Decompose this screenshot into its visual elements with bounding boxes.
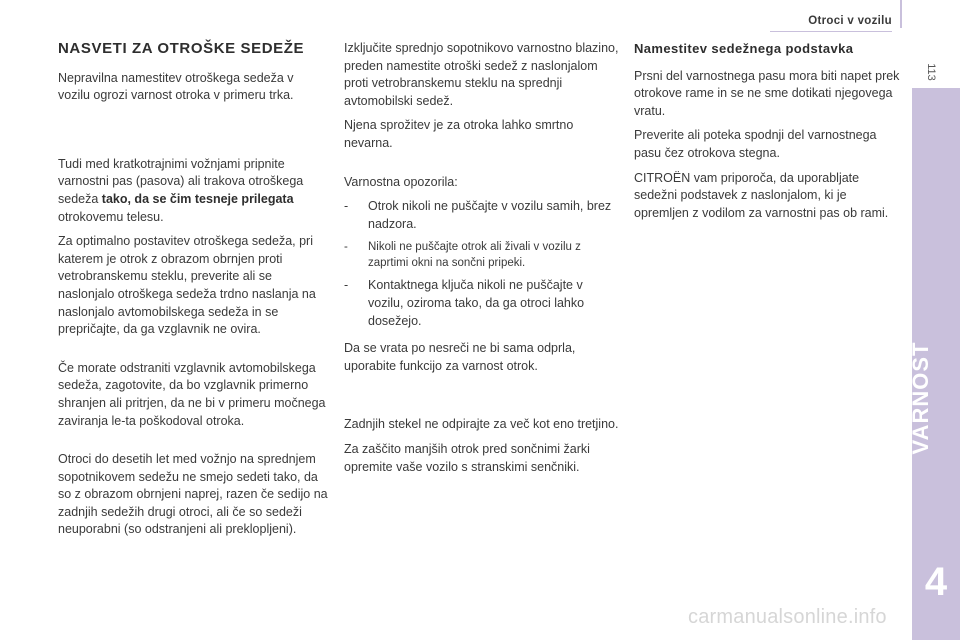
paragraph: Za optimalno postavitev otroškega sedeža, pri katerem je otrok z obrazom obrnjen proti vetrobranskemu steklu, preverite ali se naslonjalo otroškega sedeža trdno naslanja na naslonjalo avtomobilskega sedeža in se prepričajte, da ga vzglavnik ne ovira. [58, 234, 316, 337]
paragraph: Zadnjih stekel ne odpirajte za več kot eno tretjino. [344, 417, 619, 432]
paragraph: Preverite ali poteka spodnji del varnostnega pasu čez otrokova stegna. [634, 128, 877, 160]
warnings-list [344, 198, 620, 330]
paragraph: Nepravilna namestitev otroškega sedeža v vozilu ogrozi varnost otroka v primeru trka. [58, 70, 294, 103]
watermark: carmanualsonline.info [688, 606, 887, 628]
list-item: - Kontaktnega ključa nikoli ne puščajte v vozilu, oziroma tako, da ga otroci lahko dosežejo. [344, 277, 620, 330]
column-1 [58, 40, 328, 546]
column-2 [344, 40, 620, 483]
paragraph: Tudi med kratkotrajnimi vožnjami pripnite varnostni pas (pasova) ali trakova otroškega sedeža tako, da se čim tesneje prilegata otrokovemu telesu. [58, 156, 304, 224]
section-title: NASVETI ZA OTROŠKE SEDEŽE [58, 40, 305, 57]
paragraph: CITROËN vam priporoča, da uporabljate sedežni podstavek z naslonjalom, ki je opremljen z vodilom za varnostni pas ob rami. [634, 170, 889, 220]
page-number: 113 [925, 63, 937, 81]
paragraph: Njena sprožitev je za otroka lahko smrtno nevarna. [344, 118, 574, 150]
paragraph: Za zaščito manjših otrok pred sončnimi žarki opremite vaše vozilo s stranskimi senčniki. [344, 441, 590, 474]
chapter-number: 4 [924, 560, 948, 604]
chapter-title: Otroci v vozilu [808, 15, 892, 27]
header-tick [900, 0, 902, 28]
header-rule [770, 31, 892, 32]
list-item: - Nikoli ne puščajte otrok ali živali v vozilu z zaprtimi okni na sončni pripeki. [344, 239, 620, 271]
list-item: - Otrok nikoli ne puščajte v vozilu samih, brez nadzora. [344, 198, 620, 233]
subsection-title: Namestitev sedežnega podstavka [634, 41, 854, 56]
paragraph: Izključite sprednjo sopotnikovo varnostno blazino, preden namestite otroški sedež z naslonjalom proti vetrobranskemu steklu na sprednji avtomobilski sedež. [344, 41, 619, 108]
chapter-label: VARNOST [908, 341, 933, 455]
column-3 [634, 40, 904, 229]
warnings-heading: Varnostna opozorila: [344, 174, 458, 189]
paragraph: Da se vrata po nesreči ne bi sama odprla, uporabite funkcijo za varnost otrok. [344, 341, 576, 373]
paragraph: Prsni del varnostnega pasu mora biti napet prek otrokove rame in se ne sme dotikati njegovega vratu. [634, 68, 900, 118]
paragraph: Otroci do desetih let med vožnjo na sprednjem sopotnikovem sedežu ne smejo sedeti tako, da so z obrazom obrnjeni naprej, razen če sedijo na zadnjih sedežih drugi otroci, ali če so sedeži neuporabni (so odstranjeni ali preklopljeni). [58, 452, 328, 537]
emphasis-text: tako, da se čim tesneje prilegata [101, 191, 294, 206]
paragraph: Če morate odstraniti vzglavnik avtomobilskega sedeža, zagotovite, da bo vzglavnik primerno shranjen ali pritrjen, da ne bi v primeru močnega zaviranja le-ta poškodoval otroka. [58, 360, 326, 428]
